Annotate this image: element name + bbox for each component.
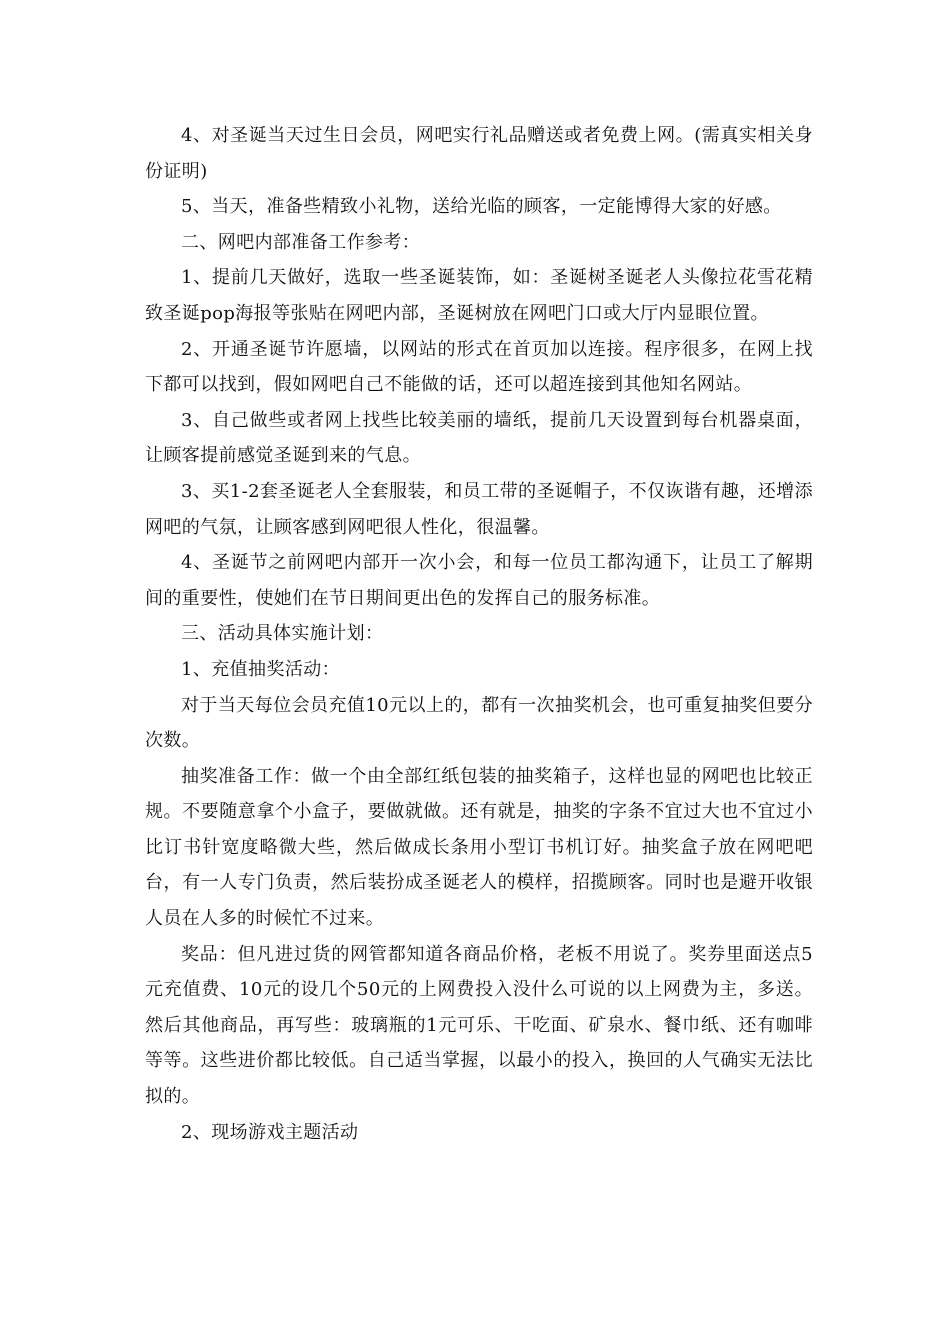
paragraph-small-gifts: 5、当天，准备些精致小礼物，送给光临的顾客，一定能博得大家的好感。: [181, 196, 782, 218]
section-heading-implementation: 三、活动具体实施计划：: [181, 623, 384, 645]
paragraph-staff-meeting: 4、圣诞节之前网吧内部开一次小会，和每一位员工都沟通下，让员工了解期间的重要性，使她们在节日期间更出色的发挥自己的服务标准。: [145, 552, 813, 609]
paragraph-lottery-rule: 对于当天每位会员充值10元以上的，都有一次抽奖机会，也可重复抽奖但要分次数。: [145, 694, 813, 752]
paragraph-decorations: 1、提前几天做好，选取一些圣诞装饰，如：圣诞树圣诞老人头像拉花雪花精致圣诞pop海报等张贴在网吧内部，圣诞树放在网吧门口或大厅内显眼位置。: [145, 267, 813, 324]
paragraph-wish-wall: 2、开通圣诞节许愿墙，以网站的形式在首页加以连接。程序很多，在网上找下都可以找到，假如网吧自己不能做的话，还可以超连接到其他知名网站。: [145, 338, 813, 396]
paragraph-santa-costume: 3、买1-2套圣诞老人全套服装，和员工带的圣诞帽子，不仅诙谐有趣，还增添网吧的气氛，让顾客感到网吧很人性化，很温馨。: [145, 480, 813, 538]
paragraph-birthday-members: 4、对圣诞当天过生日会员，网吧实行礼品赠送或者免费上网。(需真实相关身份证明): [145, 125, 813, 182]
paragraph-lottery-prep: 抽奖准备工作：做一个由全部红纸包装的抽奖箱子，这样也显的网吧也比较正规。不要随意拿个小盒子，要做就做。还有就是，抽奖的字条不宜过大也不宜过小比订书针宽度略微大些，然后做成长条用小型订书机订好。抽奖盒子放在网吧吧台，有一人专门负责，然后装扮成圣诞老人的模样，招揽顾客。同时也是避开收银人员在人多的时候忙不过来。: [145, 765, 813, 930]
paragraph-wallpaper: 3、自己做些或者网上找些比较美丽的墙纸，提前几天设置到每台机器桌面，让顾客提前感觉圣诞到来的气息。: [145, 409, 813, 467]
subheading-games: 2、现场游戏主题活动: [181, 1121, 359, 1143]
document-body: [145, 118, 813, 1150]
paragraph-prizes: 奖品：但凡进过货的网管都知道各商品价格，老板不用说了。奖券里面送点5元充值费、10元的设几个50元的上网费投入没什么可说的以上网费为主，多送。然后其他商品，再写些：玻璃瓶的1元可乐、干吃面、矿泉水、餐巾纸、还有咖啡等等。这些进价都比较低。自己适当掌握，以最小的投入，换回的人气确实无法比拟的。: [145, 943, 813, 1108]
subheading-lottery: 1、充值抽奖活动：: [181, 658, 341, 680]
section-heading-internal-prep: 二、网吧内部准备工作参考：: [181, 231, 421, 253]
